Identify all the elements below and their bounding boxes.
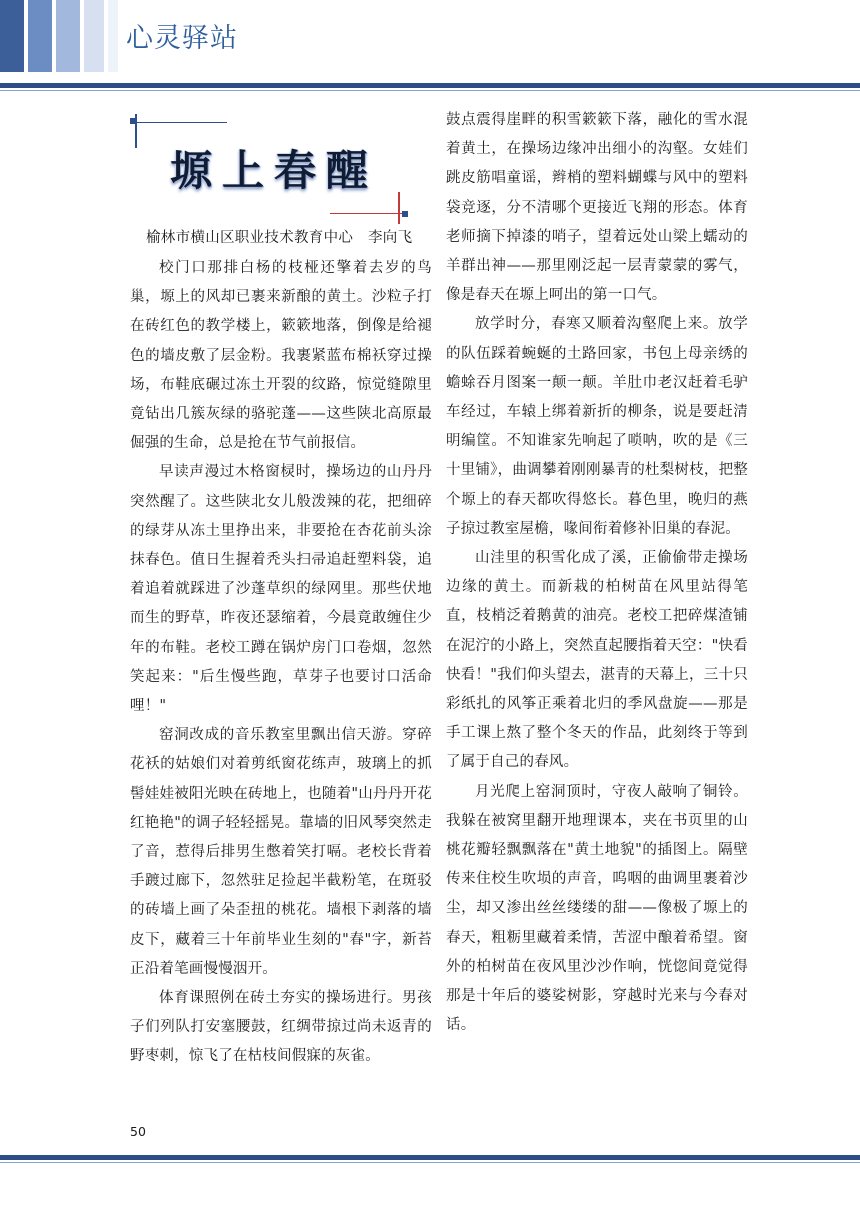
ornament-line-bottom [330,213,404,214]
title-ornament [126,112,412,227]
paragraph: 校门口那排白杨的枝桠还擎着去岁的鸟巢，塬上的风却已裹来新酿的黄土。沙粒子打在砖红色的教学楼上，簌簌地落，倒像是给褪色的墙皮敷了层金粉。我裹紧蓝布棉袄穿过操场，布鞋底碾过冻土开裂的纹路，惊觉缝隙里竟钻出几簇灰绿的骆驼蓬——这些陕北高原最倔强的生命，总是抢在节气前报信。 [130,260,432,452]
paragraph: 放学时分，春寒又顺着沟壑爬上来。放学的队伍踩着蜿蜒的土路回家，书包上母亲绣的蟾蜍吞月图案一颠一颠。羊肚巾老汉赶着毛驴车经过，车辕上绑着新折的柳条，说是要赶清明编筐。不知谁家先响起了唢呐，吹的是《三十里铺》，曲调攀着刚刚暴青的杜梨树枝，把整个塬上的春天都吹得悠长。暮色里，晚归的燕子掠过教室屋檐，喙间衔着修补旧巢的春泥。 [446,316,748,537]
footer-rule [0,1155,860,1160]
body-column-left [130,254,432,1072]
header-block-3 [56,0,80,72]
paragraph: 月光爬上窑洞顶时，守夜人敲响了铜铃。我躲在被窝里翻开地理课本，夹在书页里的山桃花瓣轻飘飘落在"黄土地貌"的插图上。隔壁传来住校生吹埙的声音，呜咽的曲调里裹着沙尘，却又渗出丝丝缕缕的甜——像极了塬上的春天，粗粝里藏着柔情，苦涩中酿着希望。窗外的柏树苗在夜风里沙沙作响，恍惚间竟觉得那是十年后的婆娑树影，穿越时光来与今春对话。 [446,783,748,1034]
header-block-1 [0,0,24,72]
header-block-4 [84,0,104,72]
paragraph: 山洼里的积雪化成了溪，正偷偷带走操场边缘的黄土。而新栽的柏树苗在风里站得笔直，枝梢泛着鹅黄的油亮。老校工把碎煤渣铺在泥泞的小路上，突然直起腰指着天空："快看快看！"我们仰头望去，湛青的天幕上，三十只彩纸扎的风筝正乘着北归的季风盘旋——那是手工课上熬了整个冬天的作品，此刻终于等到了属于自己的春风。 [446,550,748,771]
header-block-5 [108,0,118,72]
section-title: 心灵驿站 [126,23,238,54]
article-title: 塬上春醒 [170,146,379,195]
paragraph: 鼓点震得崖畔的积雪簌簌下落，融化的雪水混着黄土，在操场边缘冲出细小的沟壑。女娃们跳皮筋唱童谣，辫梢的塑料蝴蝶与风中的塑料袋竞逐，分不清哪个更接近飞翔的形态。体育老师摘下掉漆的哨子，望着远处山梁上蠕动的羊群出神——那里刚泛起一层青蒙蒙的雾气，像是春天在塬上呵出的第一口气。 [446,112,748,304]
page-number: 50 [130,1124,146,1139]
author-byline: 榆林市横山区职业技术教育中心 李向飞 [146,230,413,246]
paragraph: 早读声漫过木格窗棂时，操场边的山丹丹突然醒了。这些陕北女儿般泼辣的花，把细碎的绿芽从冻土里挣出来，非要抢在杏花前头涂抹春色。值日生握着秃头扫帚追赶塑料袋，追着追着就踩进了沙蓬草织的绿网里。那些伏地而生的野草，昨夜还瑟缩着，今晨竟敢缠住少年的布鞋。老校工蹲在锅炉房门口卷烟，忽然笑起来："后生慢些跑，草芽子也要讨口活命哩！" [130,464,432,715]
paragraph: 体育课照例在砖土夯实的操场进行。男孩子们列队打安塞腰鼓，红绸带掠过尚未返青的野枣刺，惊飞了在枯枝间假寐的灰雀。 [130,990,432,1065]
header-rule-thin [0,90,860,91]
footer-rule-thin [0,1162,860,1163]
header-block-2 [28,0,52,72]
ornament-line-left [135,114,137,148]
header-rule [0,83,860,88]
body-column-right [446,106,748,1041]
ornament-line-top [135,122,227,123]
ornament-square-bottom [402,211,408,217]
ornament-line-right [398,192,400,224]
paragraph: 窑洞改成的音乐教室里飘出信天游。穿碎花袄的姑娘们对着剪纸窗花练声，玻璃上的抓髻娃娃被阳光映在砖地上，也随着"山丹丹开花红艳艳"的调子轻轻摇晃。靠墙的旧风琴突然走了音，惹得后排男生憋着笑打嗝。老校长背着手踱过廊下，忽然驻足捡起半截粉笔，在斑驳的砖墙上画了朵歪扭的桃花。墙根下剥落的墙皮下，藏着三十年前毕业生刻的"春"字，新苔正沿着笔画慢慢洇开。 [130,727,432,977]
